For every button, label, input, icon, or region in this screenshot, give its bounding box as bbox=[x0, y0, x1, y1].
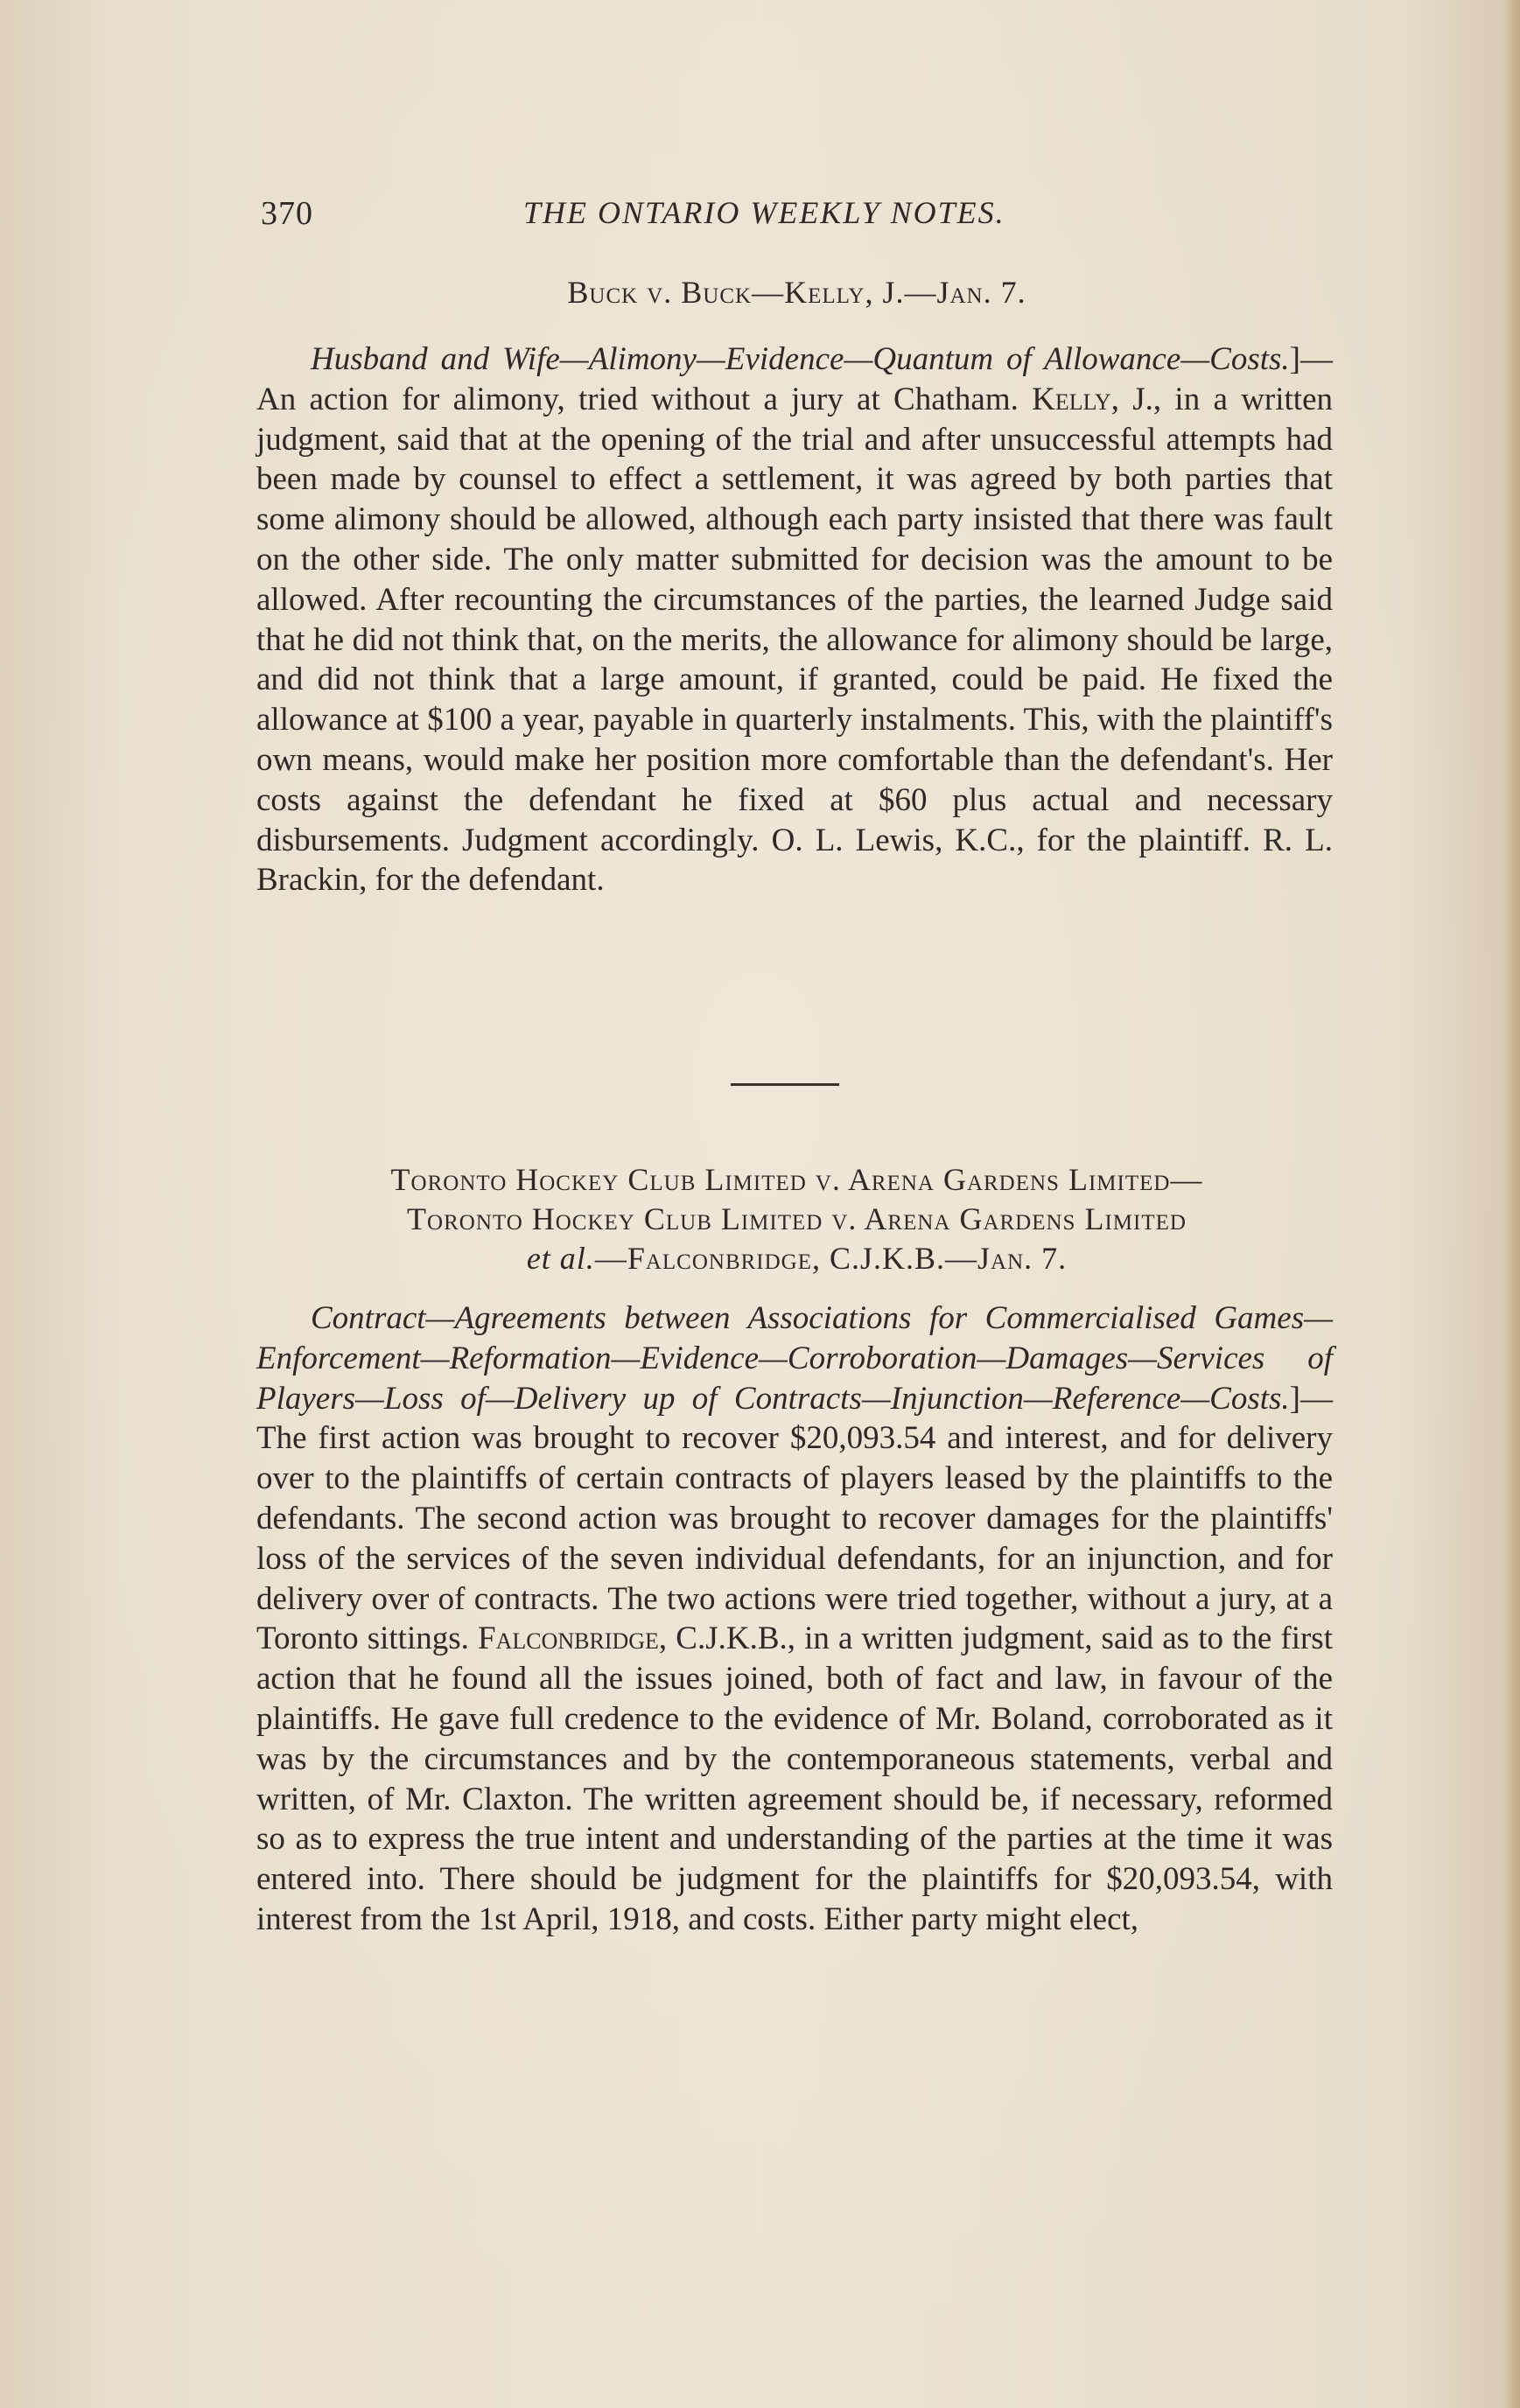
case-judge-date: —Falconbridge, C.J.K.B.—Jan. 7. bbox=[594, 1241, 1068, 1276]
body-opening: ]—An action for alimony, tried without a jury at Chatham. bbox=[256, 341, 1333, 417]
page-number: 370 bbox=[261, 195, 313, 232]
body-text: , C.J.K.B., in a written judgment, said as to the first action that he found all the issues joined, both of fact and law, in favour of the plaintiffs. He gave full credence to the evidence of Mr. Boland, corroborated as it was by the circumstances and by the contemporaneous statements, verbal and written, of Mr. Claxton. The written agreement should be, if necessary, reformed so as to express the true intent and understanding of the parties at the time it was entered into. There should be judgment for the plaintiffs for $20,093.54, with interest from the 1st April, 1918, and costs. Either party might elect, bbox=[256, 1620, 1333, 1937]
body-opening: ]—The first action was brought to recover $20,093.54 and interest, and for delivery over to the plaintiffs of certain contracts of players leased by the plaintiffs to the defendants. The second action was brought to recover damages for the plaintiffs' loss of the services of the seven individual defendants, for an injunction, and for delivery over of contracts. The two actions were tried together, without a jury, at a Toronto sittings. bbox=[256, 1380, 1333, 1657]
headnote: Husband and Wife—Alimony—Evidence—Quantum of Allowance—Costs. bbox=[311, 341, 1290, 377]
case-body-hockey bbox=[256, 1298, 1333, 1940]
case-parties: Buck v. Buck bbox=[567, 275, 753, 310]
headnote: Contract—Agreements between Associations for Commercialised Games—Enforcement—Reformation—Evidence—Corroboration—Damages—Services of Players—Loss of—Delivery up of Contracts—Injunction—Reference—Costs. bbox=[256, 1300, 1333, 1417]
case-body-buck bbox=[256, 340, 1333, 900]
case-title-hockey bbox=[261, 1160, 1333, 1278]
page-header bbox=[261, 194, 1328, 238]
case-title-line-3 bbox=[261, 1239, 1333, 1278]
judge-name: Kelly bbox=[1032, 381, 1111, 417]
case-title-line-2: Toronto Hockey Club Limited v. Arena Gardens Limited bbox=[407, 1201, 1187, 1236]
et-al: et al. bbox=[526, 1241, 595, 1276]
judge-name: Falconbridge bbox=[478, 1620, 659, 1657]
section-divider bbox=[731, 1083, 839, 1086]
case-title-line-1: Toronto Hockey Club Limited v. Arena Gardens Limited— bbox=[390, 1162, 1203, 1197]
running-title: THE ONTARIO WEEKLY NOTES. bbox=[523, 195, 1005, 230]
body-text: , J., in a written judgment, said that at the opening of the trial and after unsuccessful attempts had been made by counsel to effect a settlement, it was agreed by both parties that some alimony should be allowed, although each party insisted that there was fault on the other side. The only matter submitted for decision was the amount to be allowed. After recounting the circumstances of the parties, the learned Judge said that he did not think that, on the merits, the allowance for alimony should be large, and did not think that a large amount, if granted, could be paid. He fixed the allowance at $100 a year, payable in quarterly instalments. This, with the plaintiff's own means, would make her position more comfortable than the defendant's. Her costs against the defendant he fixed at $60 plus actual and necessary disbursements. Judgment accordingly. O. L. Lewis, K.C., for the plaintiff. R. L. Brackin, for the defendant. bbox=[256, 381, 1333, 899]
case-judge-date: —Kelly, J.—Jan. 7. bbox=[752, 275, 1026, 310]
case-title-buck bbox=[261, 273, 1333, 312]
page-edge-shadow bbox=[1502, 0, 1520, 2408]
